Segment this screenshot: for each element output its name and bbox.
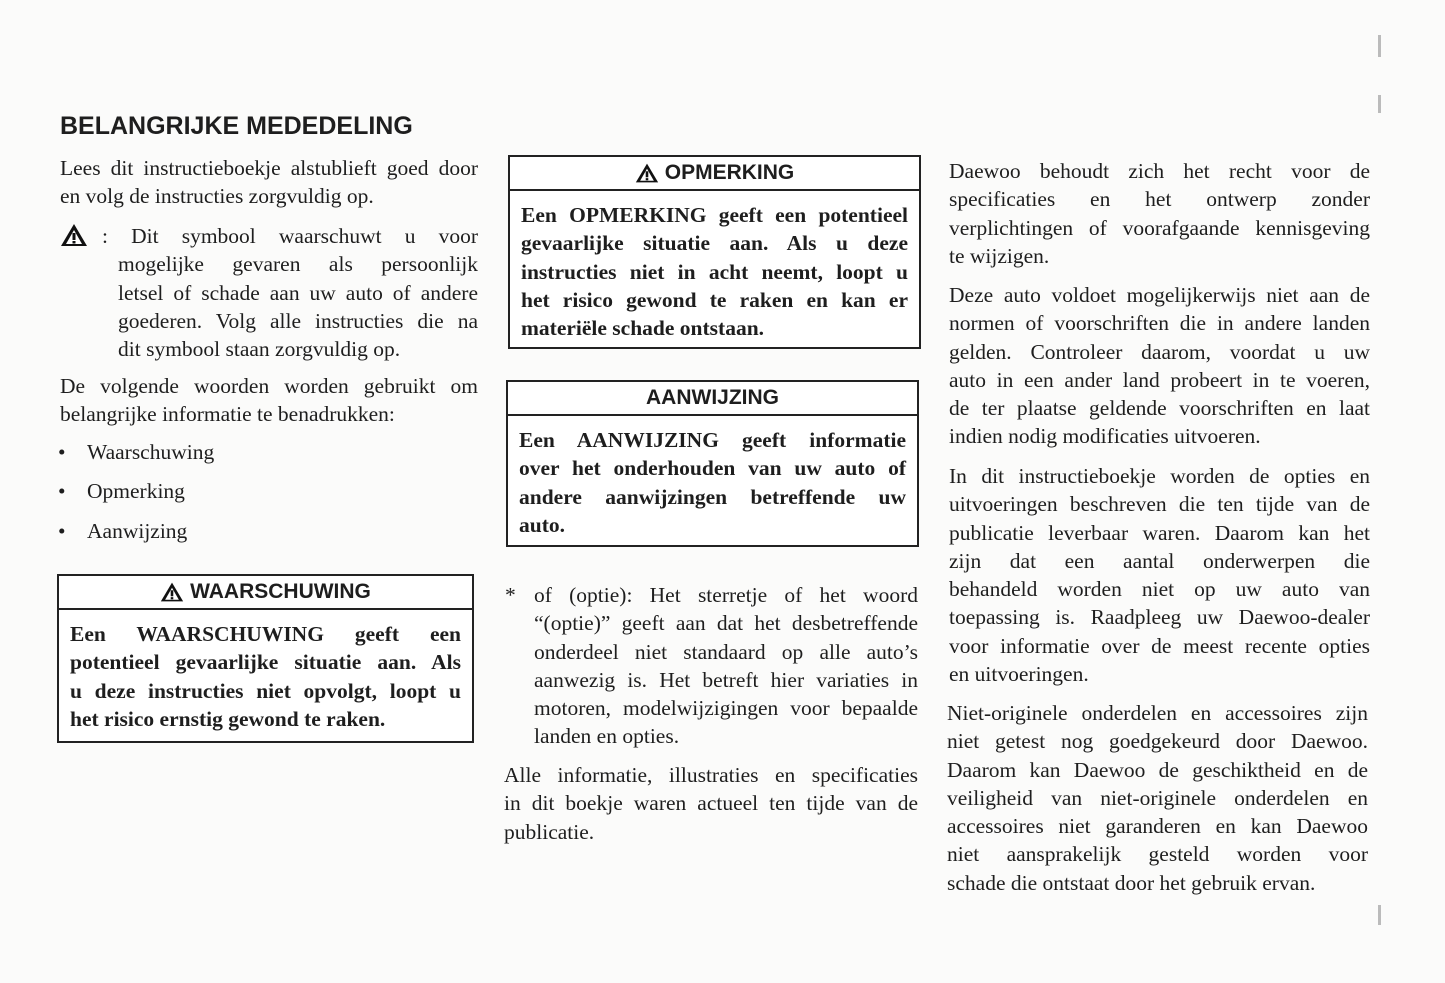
note-box-body [510,191,919,342]
page-edge-mark [1378,905,1381,925]
hint-box-header [508,382,917,416]
text-line: materiële schade ontstaan. [521,316,765,341]
warning-triangle-icon [160,581,184,603]
text-line: specificaties en het ontwerp zonder [949,187,1370,212]
text-line: schade die ontstaat door het gebruik ervan. [947,870,1316,895]
text-line: Een WAARSCHUWING geeft een [70,622,461,646]
warning-triangle-icon [635,162,659,184]
warning-box-header [59,576,472,610]
intro-paragraph [60,154,478,211]
page-title: BELANGRIJKE MEDEDELING [60,112,413,140]
note-box-header [510,157,919,191]
text-line: publicatie leverbaar waren. Daarom kan het [949,520,1370,545]
text-line: accessoires niet garanderen en kan Daewoo [947,814,1368,839]
text-line: het risico gewond te raken en kan er [521,287,908,312]
hint-box-title: AANWIJZING [646,386,779,409]
text-line: de ter plaatse geldende voorschriften en laat [949,396,1370,421]
text-line: normen of voorschriften die in andere landen [949,311,1370,336]
text-line: auto in een ander land probeert in te voeren, [949,367,1370,392]
text-line: auto. [519,512,565,537]
bullet-dot: • [58,519,66,543]
warning-triangle-icon [60,223,88,247]
text-line: Daewoo behoudt zich het recht voor de [949,159,1370,183]
text-line: of (optie): Het sterretje of het woord [534,583,918,607]
text-line: te wijzigen. [949,243,1050,268]
text-line: instructies niet in acht neemt, loopt u [521,259,908,284]
warning-box-body [59,610,472,733]
text-line: verplichtingen of voorafgaande kennisgeving [949,215,1370,240]
bullet-text: Opmerking [87,479,185,503]
bullet-item [58,519,358,547]
warning-box-title: WAARSCHUWING [190,580,371,603]
rights-paragraph [949,157,1370,270]
bullet-text: Aanwijzing [87,519,188,543]
words-intro [60,372,478,429]
text-line: Lees dit instructieboekje alstublieft goed door [60,156,478,180]
text-line: Een AANWIJZING geeft informatie [519,428,906,452]
text-line: onderdeel niet standaard op alle auto’s [534,639,918,664]
text-line: toepassing is. Raadpleeg uw Daewoo-dealer [949,605,1370,630]
text-line: en uitvoeringen. [949,662,1089,687]
bullet-dot: • [58,440,66,464]
info-note [504,761,918,846]
text-line: landen en opties. [534,724,680,749]
symbol-note [102,222,478,363]
regulations-paragraph [949,281,1370,451]
text-line: niet aansprakelijk gesteld worden voor [947,842,1368,867]
text-line: publicatie. [504,819,595,844]
text-line: behandeld worden niet op uw auto van [949,577,1370,602]
text-line: over het onderhouden van uw auto of [519,456,906,481]
text-line: : Dit symbool waarschuwt u voor [102,224,478,248]
option-note [534,581,918,751]
text-line: voor informatie over de meest recente opties [949,633,1370,658]
bullet-text: Waarschuwing [87,440,215,464]
text-line: Een OPMERKING geeft een potentieel [521,203,908,227]
accessories-paragraph [947,699,1368,897]
warning-box [57,574,474,743]
text-line: Daarom kan Daewoo de geschiktheid en de [947,757,1368,782]
text-line: belangrijke informatie te benadrukken: [60,402,395,427]
text-line: veiligheid van niet-originele onderdelen en [947,785,1368,810]
text-line: gevaarlijke situatie aan. Als u deze [521,231,908,256]
text-line: goederen. Volg alle instructies die na [118,308,478,333]
hint-box [506,380,919,547]
bullet-dot: • [58,479,66,503]
text-line: het risico ernstig gewond te raken. [70,706,386,731]
text-line: andere aanwijzingen betreffende uw [519,484,906,509]
bullet-item [58,479,358,507]
text-line: Alle informatie, illustraties en specificaties [504,763,918,787]
bullet-item [58,440,358,468]
text-line: Niet-originele onderdelen en accessoires zijn [947,701,1368,725]
text-line: en volg de instructies zorgvuldig op. [60,184,374,209]
text-line: In dit instructieboekje worden de opties en [949,464,1370,488]
page-edge-mark [1378,35,1381,57]
text-line: De volgende woorden worden gebruikt om [60,374,478,398]
text-line: Deze auto voldoet mogelijkerwijs niet aan de [949,283,1370,307]
note-box [508,155,921,349]
asterisk-symbol: * [505,583,516,607]
text-line: aanwezig is. Het betreft hier variaties in [534,667,918,692]
hint-box-body [508,416,917,539]
text-line: uitvoeringen beschreven die ten tijde van de [949,492,1370,517]
text-line: in dit boekje waren actueel ten tijde van de [504,791,918,816]
text-line: dit symbool staan zorgvuldig op. [118,337,401,362]
page-edge-mark [1378,95,1381,113]
text-line: letsel of schade aan uw auto of andere [118,280,478,305]
text-line: zijn dat een aantal onderwerpen die [949,548,1370,573]
text-line: niet getest nog goedgekeurd door Daewoo. [947,729,1368,754]
text-line: “(optie)” geeft aan dat het desbetreffende [534,611,918,636]
options-paragraph [949,462,1370,688]
text-line: gelden. Controleer daarom, voordat u uw [949,339,1370,364]
text-line: mogelijke gevaren als persoonlijk [118,252,478,277]
text-line: potentieel gevaarlijke situatie aan. Als [70,650,461,675]
text-line: motoren, modelwijzigingen voor bepaalde [534,696,918,721]
note-box-title: OPMERKING [664,161,795,184]
text-line: u deze instructies niet opvolgt, loopt u [70,678,461,703]
text-line: indien nodig modificaties uitvoeren. [949,424,1261,449]
